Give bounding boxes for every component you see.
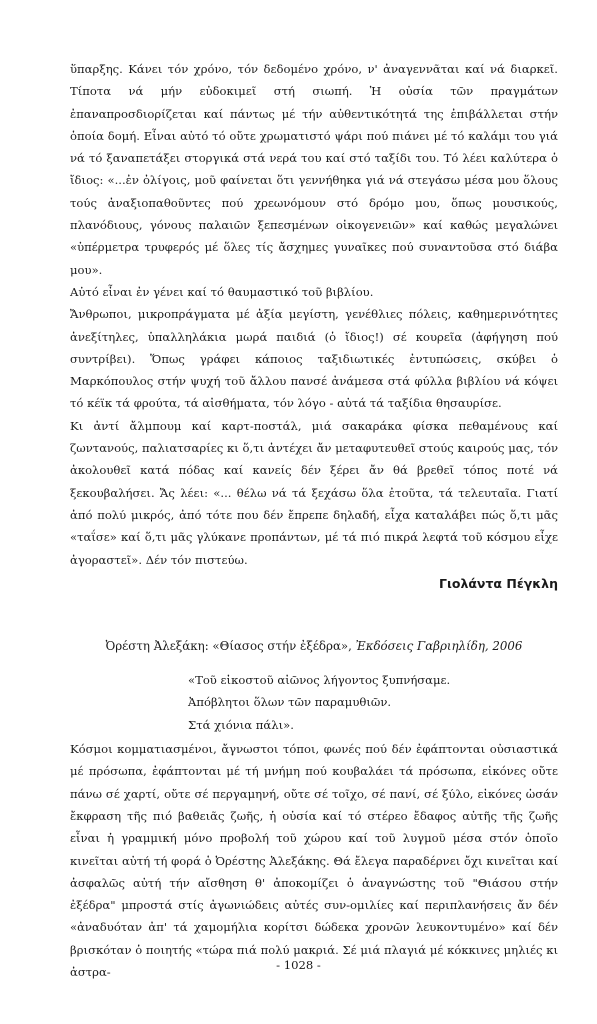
- verse-line: Ἀπόβλητοι ὅλων τῶν παραμυθιῶν.: [188, 695, 392, 710]
- verse-line: «Τοῦ εἰκοστοῦ αἰῶνος λήγοντος ξυπνήσαμε.: [188, 673, 451, 688]
- review1-paragraph-1: ὕπαρξης. Κάνει τόν χρόνο, τόν δεδομένο χρόνο, ν' ἀναγεννᾶται καί νά διαρκεῖ. Τίποτα νά μήν εὐδοκιμεῖ στή σιωπή. Ἡ οὐσία τῶν πραγμάτων ἐπαναπροσδιορίζεται καί πάντως μέ τήν αὐθεντικότητά της ἐπιβάλλεται στήν ὁποία δομή. Εἶναι αὐτό τό οὔτε χρωματιστό ψάρι πού πιάνει μέ τό καλάμι του γιά νά τό ξαναπετάξει στοργικά στά νερά του καί στό ταξίδι του. Τό λέει καλύτερα ὁ ἴδιος: «...ἐν ὀλίγοις, μοῦ φαίνεται ὅτι γεννήθηκα γιά νά στεγάσω μέσα μου ὅλους τούς ἀναξιοπαθοῦντες πού χρεωνόμουν στό δρόμο μου, ὅπως μουσικούς, πλανόδιους, γόνους παλαιῶν ξεπεσμένων οἰκογενειῶν» καί καθώς μεγαλώνει «ὑπέρμετρα τρυφερός μέ ὅλες τίς ἄσχημες γυναῖκες πού συναντοῦσα στό διάβα μου».: [70, 62, 558, 277]
- review2-book-title-publisher: Ἐκδόσεις Γαβριηλίδη, 2006: [355, 638, 523, 653]
- review2-book-title: [70, 635, 558, 657]
- review1-author: Γιολάντα Πέγκλη: [439, 575, 558, 591]
- review2-verse-quote: [188, 669, 558, 736]
- review1-paragraph-4: Κι ἀντί ἄλμπουμ καί καρτ-ποστάλ, μιά σακαράκα φίσκα πεθαμένους καί ζωντανούς, παλιατσαρίες κι ὅ,τι ἀντέχει ἄν μεταφυτευθεῖ στούς καιρούς μας, τόν ἀκολουθεῖ κατά πόδας καί κανείς δέν ξέρει ἄν θά βρεθεῖ τόπος ποτέ νά ξεκουβαλήσει. Ἄς λέει: «... θέλω νά τά ξεχάσω ὅλα ἐτοῦτα, τά τελευταῖα. Γιατί ἀπό πολύ μικρός, ἀπό τότε που δέν ἔπρεπε δηλαδή, εἶχα καταλάβει πώς ὅ,τι μᾶς «ταΐσε» καί ὅ,τι μᾶς γλύκανε προπάντων, μέ τά πιό πικρά λεφτά τοῦ κόσμου εἶχε ἀγοραστεῖ». Δέν τόν πιστεύω.: [70, 418, 558, 567]
- page-body: [70, 58, 558, 983]
- verse-line: Στά χιόνια πάλι».: [188, 717, 294, 732]
- review2-book-title-main: Ὀρέστη Ἀλεξάκη: «Θίασος στήν ἐξέδρα»,: [105, 638, 356, 653]
- page-number: - 1028 -: [276, 958, 321, 972]
- review2-paragraph: Κόσμοι κομματιασμένοι, ἄγνωστοι τόποι, φωνές πού δέν ἐφάπτονται οὐσιαστικά μέ πρόσωπα, ἐφάπτονται μέ τή μνήμη πού κουβαλάει τά πρόσωπα, εἰκόνες οὔτε πάνω σέ χαρτί, οὔτε σέ περγαμηνή, οὔτε σέ τοῖχο, σέ πανί, σέ ξύλο, εἰκόνες ὡσάν ἔκφραση τῆς πιό βαθειᾶς ζωῆς, ἡ οὐσία καί τό στέρεο ἔδαφος αὐτῆς τῆς ζωῆς εἶναι ἡ γραμμική μόνο προβολή τοῦ χώρου καί τοῦ λυγμοῦ μέσα στόν ὁποῖο κινεῖται αὐτή τή φορά ὁ Ὀρέστης Ἀλεξάκης. Θά ἔλεγα παραδέρνει ὄχι κινεῖται καί ἀσφαλῶς αὐτή τήν αἴσθηση θ' ἀποκομίζει ὁ ἀναγνώστης τοῦ "Θιάσου στήν ἐξέδρα" μπροστά στίς ἀγωνιώδεις αὐτές συν-ομιλίες καί περιπλανήσεις ἄν δέν «ἀναδυόταν ἀπ' τά χαμομήλια κορίτσι δώδεκα χρονῶν λευκοντυμένο» καί δέν βρισκόταν ὁ ποιητής «τώρα πιά πολύ μακριά. Σέ μιά πλαγιά μέ κόκκινες μηλιές κι ἀστρα-: [70, 742, 558, 979]
- review1-paragraph-2: Αὐτό εἶναι ἐν γένει καί τό θαυμαστικό τοῦ βιβλίου.: [70, 284, 374, 299]
- review1-paragraph-3: Ἄνθρωποι, μικροπράγματα μέ ἀξία μεγίστη, γενέθλιες πόλεις, καθημερινότητες ἀνεξίτηλες, ὑπαλληλάκια μωρά παιδιά (ὁ ἴδιος!) σέ κουρεῖα (ἀφήγηση πού συντρίβει). Ὅπως γράφει κάποιος ταξιδιωτικές ἐντυπώσεις, σκύβει ὁ Μαρκόπουλος στήν ψυχή τοῦ ἄλλου πανσέ ἀνάμεσα στά φύλλα βιβλίου νά κόψει τό κέϊκ τά φρούτα, τά αἰσθήματα, τόν λόγο - αὐτά τά ταξίδια θησαυρίσε.: [70, 307, 558, 411]
